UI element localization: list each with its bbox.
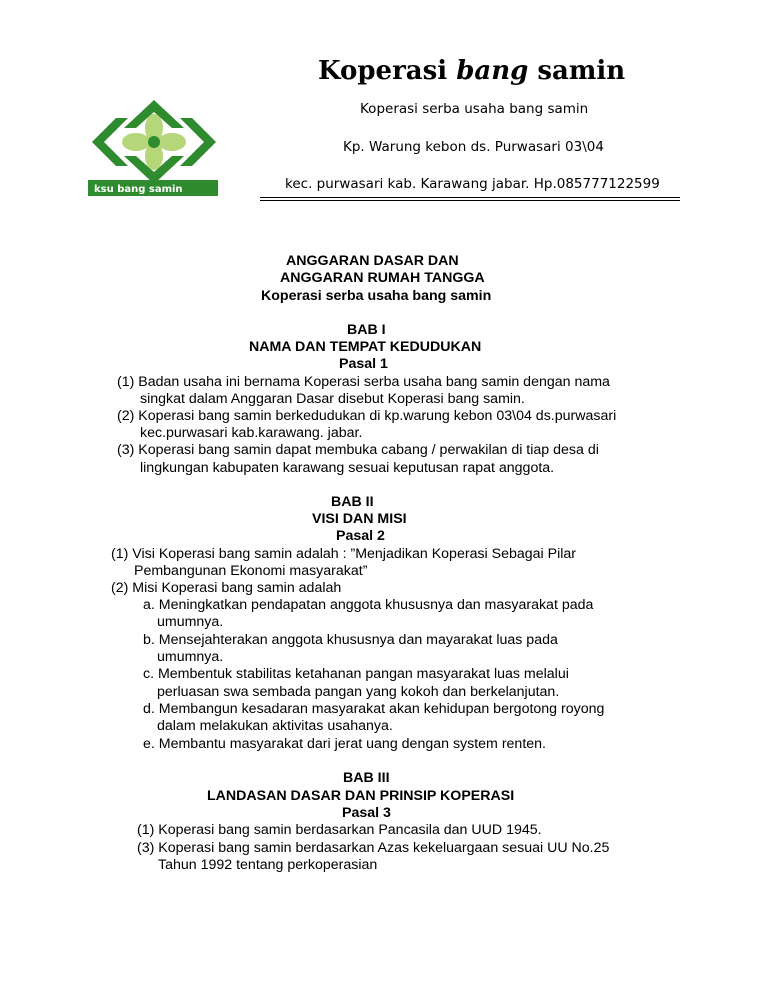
- bab1-line: (3) Koperasi bang samin dapat membuka cabang / perwakilan di tiap desa di: [117, 442, 599, 458]
- bab3-line: (3) Koperasi bang samin berdasarkan Azas kekeluargaan sesuai UU No.25: [137, 840, 610, 856]
- header-rule: [260, 197, 680, 198]
- bab2-line: umumnya.: [157, 649, 224, 665]
- company-title: Koperasi bang samin: [318, 56, 626, 86]
- bab2-line: (1) Visi Koperasi bang samin adalah : ”Menjadikan Koperasi Sebagai Pilar: [111, 546, 577, 562]
- header-rule: [260, 200, 680, 201]
- bab1-pasal: Pasal 1: [339, 356, 388, 372]
- bab2-line: perluasan swa sembada pangan yang kokoh dan berkelanjutan.: [157, 684, 560, 700]
- bab2-line: (2) Misi Koperasi bang samin adalah: [111, 580, 342, 596]
- company-subtitle: Koperasi serba usaha bang samin: [360, 101, 589, 117]
- bab2-subtitle: VISI DAN MISI: [312, 511, 407, 527]
- bab2-line: Pembangunan Ekonomi masyarakat”: [134, 563, 368, 579]
- bab2-line: e. Membantu masyarakat dari jerat uang dengan system renten.: [143, 736, 546, 752]
- bab2-line: b. Mensejahterakan anggota khususnya dan mayarakat luas pada: [143, 632, 558, 648]
- bab2-line: d. Membangun kesadaran masyarakat akan kehidupan bergotong royong: [143, 701, 605, 717]
- doc-heading-1: ANGGARAN DASAR DAN: [286, 253, 459, 269]
- bab3-pasal: Pasal 3: [342, 805, 391, 821]
- bab3-line: (1) Koperasi bang samin berdasarkan Pancasila dan UUD 1945.: [137, 822, 542, 838]
- ksu-bang-samin-logo: [88, 98, 220, 198]
- bab1-subtitle: NAMA DAN TEMPAT KEDUDUKAN: [249, 339, 482, 355]
- bab1-title: BAB I: [347, 322, 386, 338]
- bab2-title: BAB II: [331, 494, 374, 510]
- bab1-line: kec.purwasari kab.karawang. jabar.: [140, 425, 363, 441]
- bab2-line: dalam melakukan aktivitas usahanya.: [157, 718, 393, 734]
- bab2-pasal: Pasal 2: [336, 528, 385, 544]
- bab3-line: Tahun 1992 tentang perkoperasian: [158, 857, 378, 873]
- bab3-title: BAB III: [343, 770, 390, 786]
- bab3-subtitle: LANDASAN DASAR DAN PRINSIP KOPERASI: [207, 788, 515, 804]
- bab2-line: umumnya.: [157, 614, 224, 630]
- bab2-line: a. Meningkatkan pendapatan anggota khususnya dan masyarakat pada: [143, 597, 594, 613]
- company-address-line-1: Kp. Warung kebon ds. Purwasari 03\04: [343, 139, 604, 155]
- logo-text: ksu bang samin: [94, 184, 183, 195]
- bab1-line: singkat dalam Anggaran Dasar disebut Koperasi bang samin.: [140, 391, 525, 407]
- company-address-line-2: kec. purwasari kab. Karawang jabar. Hp.085777122599: [285, 176, 660, 192]
- doc-heading-2: ANGGARAN RUMAH TANGGA: [280, 270, 485, 286]
- bab1-line: (2) Koperasi bang samin berkedudukan di kp.warung kebon 03\04 ds.purwasari: [117, 408, 617, 424]
- bab1-line: (1) Badan usaha ini bernama Koperasi serba usaha bang samin dengan nama: [117, 374, 610, 390]
- bab1-line: lingkungan kabupaten karawang sesuai keputusan rapat anggota.: [140, 460, 555, 476]
- bab2-line: c. Membentuk stabilitas ketahanan pangan masyarakat luas melalui: [143, 666, 569, 682]
- doc-heading-3: Koperasi serba usaha bang samin: [261, 288, 492, 304]
